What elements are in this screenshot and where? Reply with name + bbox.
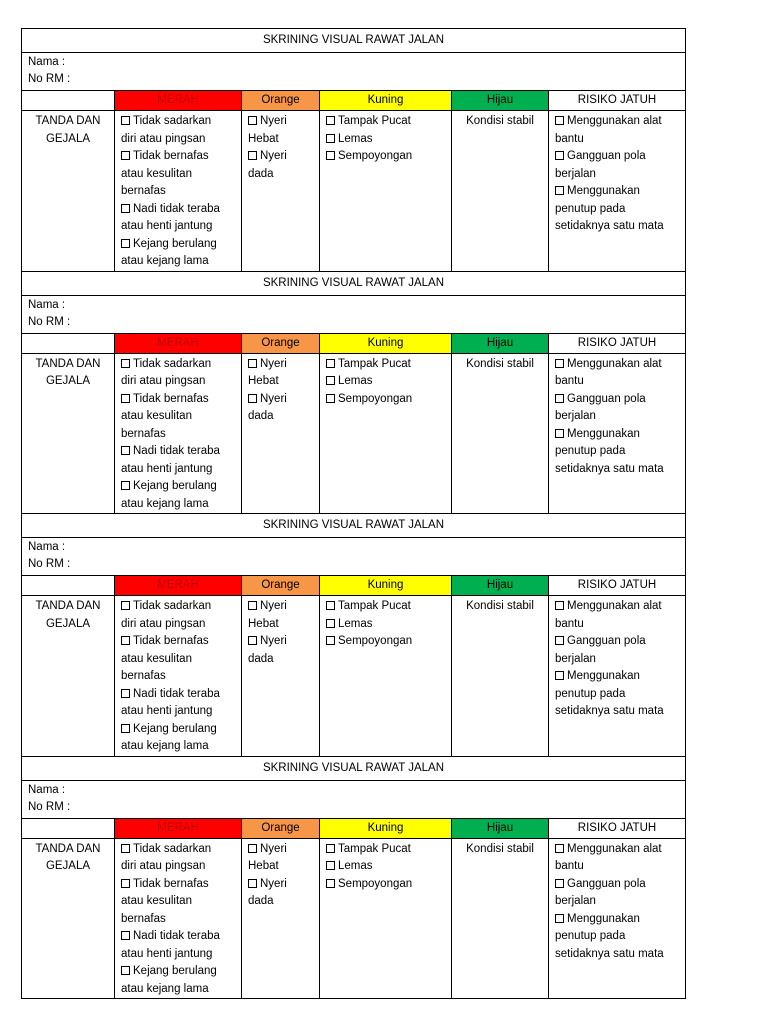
patient-id-block <box>22 295 686 333</box>
checkbox-icon[interactable] <box>326 844 335 853</box>
checkbox-icon[interactable] <box>121 446 130 455</box>
checkbox-item[interactable]: Tidak bernafas <box>121 148 235 166</box>
header-kuning: Kuning <box>320 333 452 353</box>
checkbox-item[interactable]: Menggunakan alat <box>555 598 679 616</box>
no-rm-field[interactable]: No RM : <box>28 73 71 85</box>
checkbox-item[interactable]: Nyeri <box>248 876 313 894</box>
checkbox-icon[interactable] <box>326 601 335 610</box>
kuning-column <box>320 353 452 514</box>
screening-form <box>21 513 686 757</box>
checkbox-item[interactable]: Lemas <box>326 858 445 876</box>
checkbox-icon[interactable] <box>555 359 564 368</box>
merah-column: Tidak sadarkan diri atau pingsan Tidak bernafas atau kesulitan bernafas Nadi tidak teraba atau henti jantung Kejang berulang atau kejang lama <box>115 353 242 514</box>
checkbox-item[interactable]: Sempoyongan <box>326 876 445 894</box>
form-title: SKRINING VISUAL RAWAT JALAN <box>22 29 686 53</box>
checkbox-icon[interactable] <box>326 151 335 160</box>
checkbox-icon[interactable] <box>326 619 335 628</box>
risiko-jatuh-column: Menggunakan alat bantu Gangguan pola berjalan Menggunakan penutup pada setidaknya satu mata <box>549 838 686 999</box>
nama-field[interactable]: Nama : <box>28 541 66 553</box>
header-hijau: Hijau <box>452 333 549 353</box>
no-rm-field[interactable]: No RM : <box>28 800 71 813</box>
checkbox-item[interactable]: Nyeri <box>248 841 313 859</box>
hijau-column <box>452 838 549 999</box>
checkbox-icon[interactable] <box>121 966 130 975</box>
nama-field[interactable]: Nama : <box>28 298 66 311</box>
patient-id-block <box>22 53 686 91</box>
checkbox-icon[interactable] <box>121 481 130 490</box>
risiko-jatuh-column: Menggunakan alat bantu Gangguan pola berjalan Menggunakan penutup pada setidaknya satu mata <box>549 596 686 757</box>
header-orange: Orange <box>242 91 320 111</box>
checkbox-icon[interactable] <box>555 636 564 645</box>
kuning-column <box>320 596 452 757</box>
checkbox-icon[interactable] <box>121 636 130 645</box>
screening-sheet <box>21 28 685 999</box>
header-blank <box>22 576 115 596</box>
checkbox-icon[interactable] <box>248 116 257 125</box>
checkbox-item[interactable]: Tampak Pucat <box>326 598 445 616</box>
checkbox-item[interactable]: Tidak sadarkan <box>121 356 235 374</box>
checkbox-icon[interactable] <box>121 204 130 213</box>
checkbox-item[interactable]: Nyeri <box>248 356 313 374</box>
checkbox-item[interactable]: Nadi tidak teraba <box>121 201 235 219</box>
checkbox-item[interactable]: Nyeri <box>248 148 313 166</box>
hijau-column <box>452 111 549 272</box>
checkbox-icon[interactable] <box>248 359 257 368</box>
checkbox-item[interactable]: Tampak Pucat <box>326 113 445 131</box>
patient-id-block <box>22 538 686 576</box>
no-rm-field[interactable]: No RM : <box>28 315 71 328</box>
checkbox-item[interactable]: Nyeri <box>248 113 313 131</box>
checkbox-item[interactable]: Sempoyongan <box>326 148 445 166</box>
header-hijau: Hijau <box>452 818 549 838</box>
header-merah: MERAH <box>115 818 242 838</box>
header-risiko-jatuh: RISIKO JATUH <box>549 576 686 596</box>
nama-field[interactable]: Nama : <box>28 56 66 68</box>
checkbox-item[interactable]: Gangguan pola <box>555 876 679 894</box>
checkbox-item[interactable]: Lemas <box>326 131 445 149</box>
orange-column: Nyeri Hebat Nyeri dada <box>242 111 320 272</box>
checkbox-icon[interactable] <box>248 151 257 160</box>
checkbox-item[interactable]: Tidak sadarkan <box>121 841 235 859</box>
checkbox-item[interactable]: Tidak sadarkan <box>121 598 235 616</box>
checkbox-item[interactable]: Tampak Pucat <box>326 356 445 374</box>
checkbox-item[interactable]: Menggunakan <box>555 668 679 686</box>
checkbox-item[interactable]: Gangguan pola <box>555 391 679 409</box>
orange-column: Nyeri Hebat Nyeri dada <box>242 353 320 514</box>
tanda-gejala-label: TANDA DAN GEJALA <box>22 596 115 757</box>
header-risiko-jatuh: RISIKO JATUH <box>549 91 686 111</box>
checkbox-item[interactable]: Gangguan pola <box>555 148 679 166</box>
checkbox-item[interactable]: Tidak sadarkan <box>121 113 235 131</box>
checkbox-icon[interactable] <box>326 394 335 403</box>
checkbox-icon[interactable] <box>121 844 130 853</box>
checkbox-icon[interactable] <box>555 914 564 923</box>
checkbox-icon[interactable] <box>326 376 335 385</box>
checkbox-icon[interactable] <box>326 636 335 645</box>
screening-form <box>21 756 686 1000</box>
checkbox-item[interactable]: Tidak bernafas <box>121 391 235 409</box>
patient-id-block <box>22 780 686 818</box>
checkbox-icon[interactable] <box>121 601 130 610</box>
checkbox-icon[interactable] <box>248 394 257 403</box>
checkbox-icon[interactable] <box>326 359 335 368</box>
hijau-column <box>452 596 549 757</box>
header-hijau: Hijau <box>452 91 549 111</box>
risiko-jatuh-column: Menggunakan alat bantu Gangguan pola berjalan Menggunakan penutup pada setidaknya satu mata <box>549 111 686 272</box>
kuning-column <box>320 111 452 272</box>
tanda-gejala-label: TANDA DAN GEJALA <box>22 111 115 272</box>
checkbox-icon[interactable] <box>326 861 335 870</box>
checkbox-item[interactable]: Menggunakan <box>555 426 679 444</box>
checkbox-item[interactable]: Nadi tidak teraba <box>121 686 235 704</box>
header-orange: Orange <box>242 333 320 353</box>
header-blank <box>22 91 115 111</box>
kondisi-stabil-text: Kondisi stabil <box>466 842 534 855</box>
risiko-jatuh-column: Menggunakan alat bantu Gangguan pola berjalan Menggunakan penutup pada setidaknya satu mata <box>549 353 686 514</box>
checkbox-icon[interactable] <box>555 151 564 160</box>
checkbox-item[interactable]: Nadi tidak teraba <box>121 928 235 946</box>
hijau-column <box>452 353 549 514</box>
checkbox-icon[interactable] <box>326 879 335 888</box>
checkbox-icon[interactable] <box>248 879 257 888</box>
checkbox-icon[interactable] <box>326 134 335 143</box>
merah-column: Tidak sadarkan diri atau pingsan Tidak bernafas atau kesulitan bernafas Nadi tidak teraba atau henti jantung Kejang berulang atau kejang lama <box>115 596 242 757</box>
header-kuning: Kuning <box>320 91 452 111</box>
checkbox-icon[interactable] <box>555 844 564 853</box>
form-title: SKRINING VISUAL RAWAT JALAN <box>22 756 686 780</box>
checkbox-item[interactable]: Kejang berulang <box>121 963 235 981</box>
header-kuning: Kuning <box>320 818 452 838</box>
header-risiko-jatuh: RISIKO JATUH <box>549 333 686 353</box>
checkbox-icon[interactable] <box>555 671 564 680</box>
checkbox-item[interactable]: Tampak Pucat <box>326 841 445 859</box>
checkbox-icon[interactable] <box>121 879 130 888</box>
form-title: SKRINING VISUAL RAWAT JALAN <box>22 514 686 538</box>
checkbox-icon[interactable] <box>121 359 130 368</box>
kondisi-stabil-text: Kondisi stabil <box>466 600 534 612</box>
checkbox-item[interactable]: Kejang berulang <box>121 478 235 496</box>
checkbox-item[interactable]: Lemas <box>326 373 445 391</box>
merah-column: Tidak sadarkan diri atau pingsan Tidak bernafas atau kesulitan bernafas Nadi tidak teraba atau henti jantung Kejang berulang atau kejang lama <box>115 838 242 999</box>
no-rm-field[interactable]: No RM : <box>28 558 71 570</box>
checkbox-icon[interactable] <box>121 689 130 698</box>
checkbox-icon[interactable] <box>555 879 564 888</box>
checkbox-item[interactable]: Tidak bernafas <box>121 633 235 651</box>
checkbox-item[interactable]: Nyeri <box>248 633 313 651</box>
checkbox-icon[interactable] <box>121 931 130 940</box>
checkbox-icon[interactable] <box>555 116 564 125</box>
header-kuning: Kuning <box>320 576 452 596</box>
checkbox-icon[interactable] <box>121 151 130 160</box>
checkbox-item[interactable]: Nyeri <box>248 391 313 409</box>
checkbox-item[interactable]: Tidak bernafas <box>121 876 235 894</box>
form-title: SKRINING VISUAL RAWAT JALAN <box>22 271 686 295</box>
header-orange: Orange <box>242 818 320 838</box>
checkbox-item[interactable]: Sempoyongan <box>326 633 445 651</box>
checkbox-icon[interactable] <box>121 394 130 403</box>
checkbox-icon[interactable] <box>248 601 257 610</box>
checkbox-icon[interactable] <box>121 724 130 733</box>
orange-column: Nyeri Hebat Nyeri dada <box>242 838 320 999</box>
checkbox-icon[interactable] <box>326 116 335 125</box>
checkbox-item[interactable]: Menggunakan alat <box>555 841 679 859</box>
kondisi-stabil-text: Kondisi stabil <box>466 115 534 127</box>
tanda-gejala-label: TANDA DAN GEJALA <box>22 353 115 514</box>
header-hijau: Hijau <box>452 576 549 596</box>
checkbox-icon[interactable] <box>555 601 564 610</box>
header-risiko-jatuh: RISIKO JATUH <box>549 818 686 838</box>
checkbox-item[interactable]: Sempoyongan <box>326 391 445 409</box>
header-merah: MERAH <box>115 333 242 353</box>
screening-form <box>21 28 686 272</box>
checkbox-icon[interactable] <box>121 239 130 248</box>
header-blank <box>22 333 115 353</box>
checkbox-icon[interactable] <box>248 844 257 853</box>
header-orange: Orange <box>242 576 320 596</box>
checkbox-item[interactable]: Gangguan pola <box>555 633 679 651</box>
checkbox-icon[interactable] <box>121 116 130 125</box>
checkbox-item[interactable]: Kejang berulang <box>121 721 235 739</box>
checkbox-item[interactable]: Lemas <box>326 616 445 634</box>
checkbox-item[interactable]: Kejang berulang <box>121 236 235 254</box>
checkbox-icon[interactable] <box>555 186 564 195</box>
checkbox-item[interactable]: Menggunakan <box>555 911 679 929</box>
tanda-gejala-label: TANDA DAN GEJALA <box>22 838 115 999</box>
checkbox-item[interactable]: Menggunakan <box>555 183 679 201</box>
kuning-column <box>320 838 452 999</box>
kondisi-stabil-text: Kondisi stabil <box>466 357 534 370</box>
header-merah: MERAH <box>115 576 242 596</box>
checkbox-icon[interactable] <box>555 394 564 403</box>
orange-column: Nyeri Hebat Nyeri dada <box>242 596 320 757</box>
checkbox-item[interactable]: Menggunakan alat <box>555 356 679 374</box>
checkbox-item[interactable]: Menggunakan alat <box>555 113 679 131</box>
merah-column: Tidak sadarkan diri atau pingsan Tidak bernafas atau kesulitan bernafas Nadi tidak teraba atau henti jantung Kejang berulang atau kejang lama <box>115 111 242 272</box>
checkbox-item[interactable]: Nadi tidak teraba <box>121 443 235 461</box>
checkbox-icon[interactable] <box>248 636 257 645</box>
checkbox-item[interactable]: Nyeri <box>248 598 313 616</box>
header-blank <box>22 818 115 838</box>
screening-form <box>21 271 686 515</box>
nama-field[interactable]: Nama : <box>28 783 66 796</box>
checkbox-icon[interactable] <box>555 429 564 438</box>
header-merah: MERAH <box>115 91 242 111</box>
